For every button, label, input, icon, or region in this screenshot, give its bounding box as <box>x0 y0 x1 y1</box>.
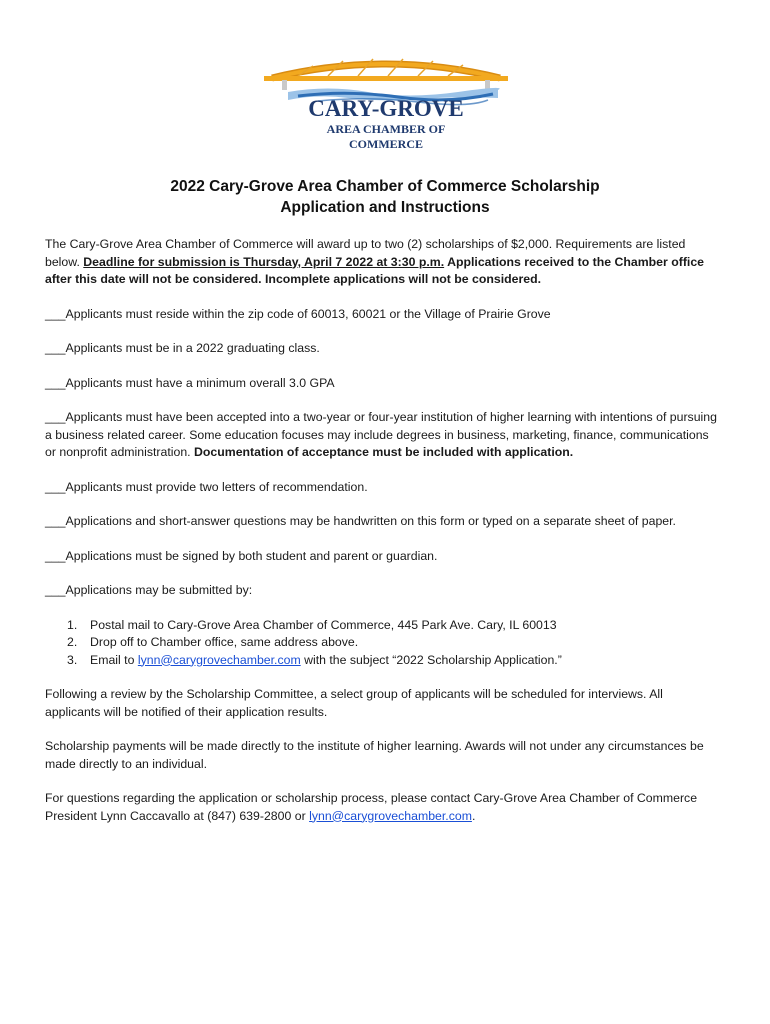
requirement-item <box>45 306 720 324</box>
title-line-2: Application and Instructions <box>280 199 490 216</box>
list-number: 3. <box>67 652 78 667</box>
requirements-list <box>45 306 720 600</box>
requirement-bold-note: Documentation of acceptance must be included with application. <box>194 445 574 459</box>
requirement-item <box>45 409 720 462</box>
logo-line-2: AREA CHAMBER OF <box>326 122 446 136</box>
requirement-item <box>45 340 720 358</box>
contact-text: For questions regarding the application or scholarship process, please contact Cary-Grove Area Chamber of Commerce President Lynn Caccavallo at (847) 639-2800 or <box>45 791 698 823</box>
checkbox-blank[interactable]: ___ <box>45 375 66 390</box>
chamber-logo <box>258 52 514 154</box>
requirement-item <box>45 548 720 566</box>
requirement-text: Applicants must reside within the zip code of 60013, 60021 or the Village of Prairie Grove <box>65 306 551 321</box>
logo-line-1: CARY-GROVE <box>308 96 464 121</box>
checkbox-blank[interactable]: ___ <box>45 479 66 494</box>
payments-paragraph: Scholarship payments will be made directly to the institute of higher learning. Awards will not under any circumstances be made directly to an individual. <box>45 739 704 771</box>
requirement-text: Applications may be submitted by: <box>65 583 253 597</box>
requirement-item <box>45 582 720 600</box>
checkbox-blank[interactable]: ___ <box>45 410 66 424</box>
list-number: 1. <box>67 617 78 632</box>
intro-text: The Cary-Grove Area Chamber of Commerce will award up to two (2) scholarships of $2,000. Requirements are listed below. <box>45 237 686 269</box>
requirement-text: Applications and short-answer questions may be handwritten on this form or typed on a separate sheet of paper. <box>65 514 676 528</box>
contact-paragraph <box>45 790 720 825</box>
submission-method-after: with the subject “2022 Scholarship Application.” <box>300 652 562 667</box>
title-line-1: 2022 Cary-Grove Area Chamber of Commerce Scholarship <box>170 178 600 195</box>
logo-line-3: COMMERCE <box>349 137 423 151</box>
document-title <box>0 176 770 218</box>
requirement-item <box>45 375 720 393</box>
submission-methods-list <box>45 617 720 670</box>
checkbox-blank[interactable]: ___ <box>45 514 66 528</box>
requirement-item <box>45 513 720 531</box>
requirement-item <box>45 479 720 497</box>
submission-method-text: Postal mail to Cary-Grove Area Chamber of Commerce, 445 Park Ave. Cary, IL 60013 <box>90 617 557 632</box>
requirement-text: Applicants must provide two letters of recommendation. <box>65 479 368 494</box>
submission-method-text: Email to <box>90 652 138 667</box>
document-body <box>45 236 720 842</box>
contact-email-link[interactable]: lynn@carygrovechamber.com <box>309 808 472 823</box>
requirement-text: Applications must be signed by both student and parent or guardian. <box>65 548 438 563</box>
bridge-logo-icon <box>258 52 514 154</box>
email-link[interactable]: lynn@carygrovechamber.com <box>137 652 301 667</box>
requirement-text: Applicants must have been accepted into a two-year or four-year institution of higher learning with intentions of pursuing a business related career. Some education focuses may include degrees in business, marketing, finance, communications or nonprofit administration. <box>45 410 717 459</box>
intro-paragraph <box>45 236 720 289</box>
review-paragraph: Following a review by the Scholarship Committee, a select group of applicants will be scheduled for interviews. All applicants will be notified of their application results. <box>45 687 663 719</box>
checkbox-blank[interactable]: ___ <box>45 583 66 597</box>
requirement-text: Applicants must have a minimum overall 3.0 GPA <box>65 375 335 390</box>
submission-method-text: Drop off to Chamber office, same address above. <box>90 635 359 649</box>
submission-method-item <box>45 634 720 652</box>
deadline-warning: Applications received to the Chamber office after this date will not be considered. Incomplete applications will not be considered. <box>45 254 705 286</box>
submission-method-item <box>45 652 720 670</box>
list-number: 2. <box>67 635 78 649</box>
submission-method-item <box>45 617 720 635</box>
checkbox-blank[interactable]: ___ <box>45 341 66 355</box>
requirement-text: Applicants must be in a 2022 graduating class. <box>65 341 320 355</box>
checkbox-blank[interactable]: ___ <box>45 306 66 321</box>
deadline-text: Deadline for submission is Thursday, April 7 2022 at 3:30 p.m. <box>83 254 445 269</box>
checkbox-blank[interactable]: ___ <box>45 548 66 563</box>
contact-after: . <box>471 808 476 823</box>
